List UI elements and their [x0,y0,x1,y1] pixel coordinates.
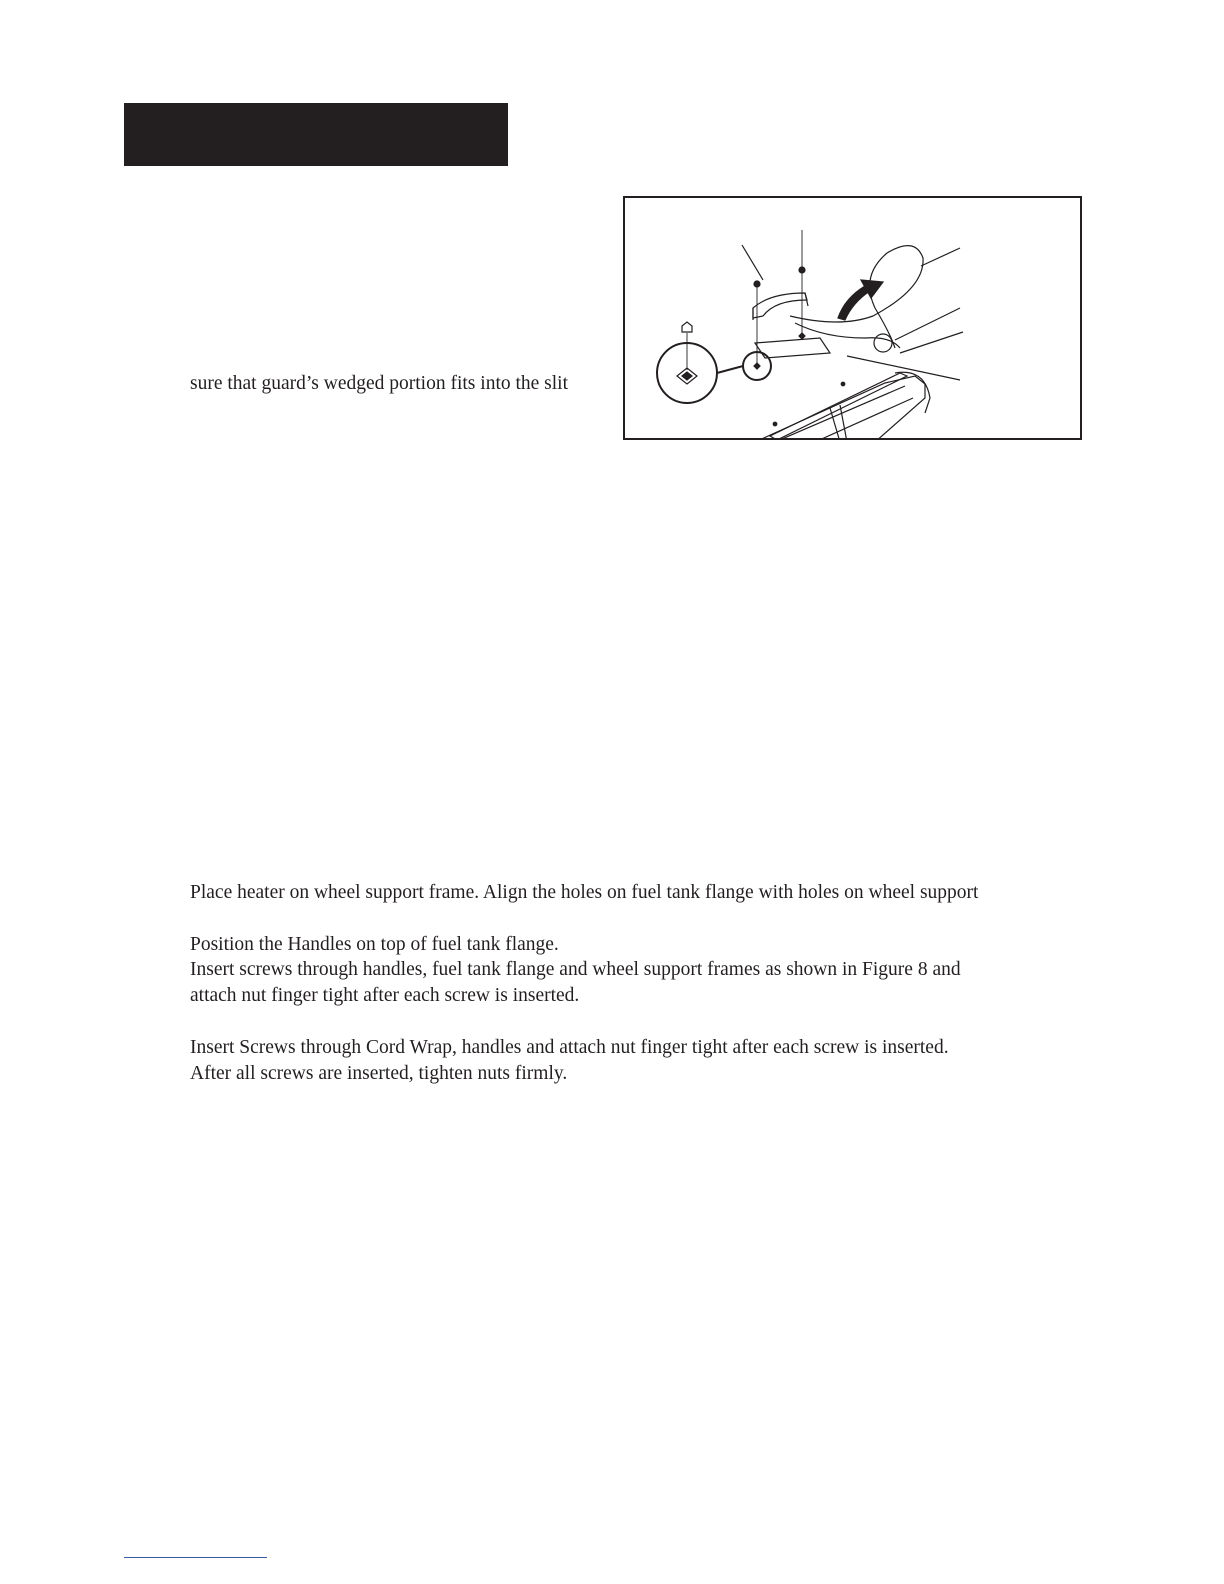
assembly-figure [623,196,1082,440]
guard-wedge-circle [874,334,892,352]
insert-screws-text-1: Insert screws through handles, fuel tank flange and wheel support frames as shown in Figure 8 and [190,959,961,980]
leader-line-cord-wrap [921,248,960,266]
handle-assembly-illustration [625,198,1082,440]
leader-line-slit [900,332,963,353]
guard-slit-text: sure that guard’s wedged portion fits into the slit [190,373,569,394]
leader-line-flange [847,356,960,380]
cord-wrap-text: Insert Screws through Cord Wrap, handles and attach nut finger tight after each screw is inserted. [190,1037,949,1058]
tighten-nuts-text: After all screws are inserted, tighten nuts firmly. [190,1063,568,1084]
footer-rule [124,1557,267,1558]
place-heater-text: Place heater on wheel support frame. Align the holes on fuel tank flange with holes on wheel support [190,882,979,903]
insert-screws-text-2: attach nut finger tight after each screw is inserted. [190,985,580,1006]
handle-shape [753,293,807,318]
leader-line-handle [742,245,763,280]
position-handles-text: Position the Handles on top of fuel tank flange. [190,934,559,955]
rotation-arrow [838,286,870,320]
section-header-bar [124,103,508,166]
leader-line-guard [895,308,960,340]
